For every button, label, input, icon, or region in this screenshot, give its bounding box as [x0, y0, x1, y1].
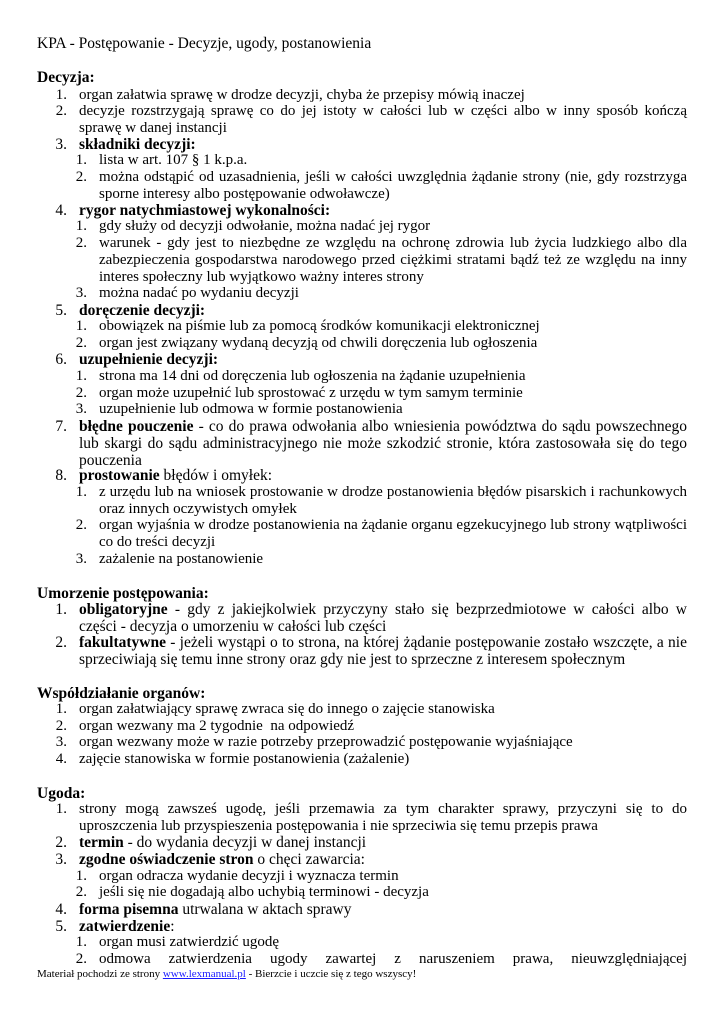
document-title: KPA - Postępowanie - Decyzje, ugody, postanowienia: [37, 35, 372, 52]
page-footer: Materiał pochodzi ze strony www.lexmanual.pl - Bierzcie i uczcie się z tego wszyscy!: [37, 968, 417, 980]
list-item: 4. zajęcie stanowiska w formie postanowienia (zażalenie): [55, 751, 410, 767]
list-item: 3. organ wezwany może w razie potrzeby przeprowadzić postępowanie wyjaśniające: [55, 734, 573, 750]
list-item: 4. forma pisemna utrwalana w aktach sprawy: [55, 901, 352, 918]
list-item: 2. organ jest związany wydaną decyzją od chwili doręczenia lub ogłoszenia: [75, 335, 538, 351]
list-item: 2. odmowa zatwierdzenia ugody zawartej z naruszeniem prawa, nieuwzględniającej: [75, 951, 687, 967]
list-item: 2. można odstąpić od uzasadnienia, jeśli w całości uwzględnia żądanie strony (nie, gdy rozstrzyga sporne interesy albo postępowanie odwoławcze): [75, 169, 687, 202]
list-item: 1. gdy służy od decyzji odwołanie, można nadać jej rygor: [75, 218, 431, 234]
source-link[interactable]: www.lexmanual.pl: [162, 968, 246, 980]
section-heading-wspoldzialanie: Współdziałanie organów:: [37, 685, 206, 702]
list-item: 1. strony mogą zawsześ ugodę, jeśli przemawia za tym charakter sprawy, przyczyni się to do uproszczenia lub przyspieszenia postępowania i nie sprzeciwia się temu przepis prawa: [55, 801, 687, 834]
list-item: 8. prostowanie błędów i omyłek:: [55, 467, 273, 484]
list-item: 3. zgodne oświadczenie stron o chęci zawarcia:: [55, 851, 365, 868]
list-item: 1. obowiązek na piśmie lub za pomocą środków komunikacji elektronicznej: [75, 318, 540, 334]
section-heading-ugoda: Ugoda:: [37, 785, 86, 802]
list-item: 2. warunek - gdy jest to niezbędne ze względu na ochronę zdrowia lub życia ludzkiego albo dla zabezpieczenia gospodarstwa narodowego przed ciężkimi stratami bądź też ze względu na inny interes społeczny lub wyjątkowo ważny interes strony: [75, 235, 687, 285]
list-item: 2. organ wezwany ma 2 tygodnie na odpowiedź: [55, 718, 355, 734]
list-item: 4. rygor natychmiastowej wykonalności:: [55, 202, 331, 219]
list-item: 3. uzupełnienie lub odmowa w formie postanowienia: [75, 401, 403, 417]
list-item: 1. strona ma 14 dni od doręczenia lub ogłoszenia na żądanie uzupełnienia: [75, 368, 526, 384]
list-item: 3. składniki decyzji:: [55, 136, 196, 153]
section-heading-umorzenie: Umorzenie postępowania:: [37, 585, 209, 602]
list-item: 2. organ może uzupełnić lub sprostować z urzędu w tym samym terminie: [75, 385, 523, 401]
list-item: 7. błędne pouczenie - co do prawa odwołania albo wniesienia powództwa do sądu powszechnego lub skargi do sądu administracyjnego nie może szkodzić stronie, która zastosowała się do tego pouczenia: [55, 418, 687, 469]
list-item: 1. lista w art. 107 § 1 k.p.a.: [75, 152, 248, 168]
list-item: 1. organ musi zatwierdzić ugodę: [75, 934, 280, 950]
section-heading-decyzja: Decyzja:: [37, 69, 95, 86]
list-item: 3. zażalenie na postanowienie: [75, 551, 264, 567]
list-item: 1. z urzędu lub na wniosek prostowanie w drodze postanowienia błędów pisarskich i rachunkowych oraz innych oczywistych omyłek: [75, 484, 687, 517]
list-item: 2. decyzje rozstrzygają sprawę co do jej istoty w całości lub w części albo w inny sposób kończą sprawę w danej instancji: [55, 103, 687, 136]
list-item: 1. organ załatwia sprawę w drodze decyzji, chyba że przepisy mówią inaczej: [55, 87, 525, 103]
list-item: 1. organ odracza wydanie decyzji i wyznacza termin: [75, 868, 399, 884]
list-item: 3. można nadać po wydaniu decyzji: [75, 285, 299, 301]
list-item: 5. zatwierdzenie:: [55, 918, 175, 935]
list-item: 2. termin - do wydania decyzji w danej instancji: [55, 834, 367, 851]
list-item: 5. doręczenie decyzji:: [55, 302, 206, 319]
list-item: 2. fakultatywne - jeżeli wystąpi o to strona, na której żądanie postępowanie zostało wszczęte, a nie sprzeciwiają się temu inne strony oraz gdy nie jest to sprzeczne z interesem społecznym: [55, 634, 687, 668]
list-item: 1. organ załatwiający sprawę zwraca się do innego o zajęcie stanowiska: [55, 701, 495, 717]
list-item: 2. jeśli się nie dogadają albo uchybią terminowi - decyzja: [75, 884, 429, 900]
list-item: 1. obligatoryjne - gdy z jakiejkolwiek przyczyny stało się bezprzedmiotowe w całości albo w części - decyzja o umorzeniu w całości lub części: [55, 601, 687, 635]
list-item: 6. uzupełnienie decyzji:: [55, 351, 219, 368]
list-item: 2. organ wyjaśnia w drodze postanowienia na żądanie organu egzekucyjnego lub strony wątpliwości co do treści decyzji: [75, 517, 687, 550]
